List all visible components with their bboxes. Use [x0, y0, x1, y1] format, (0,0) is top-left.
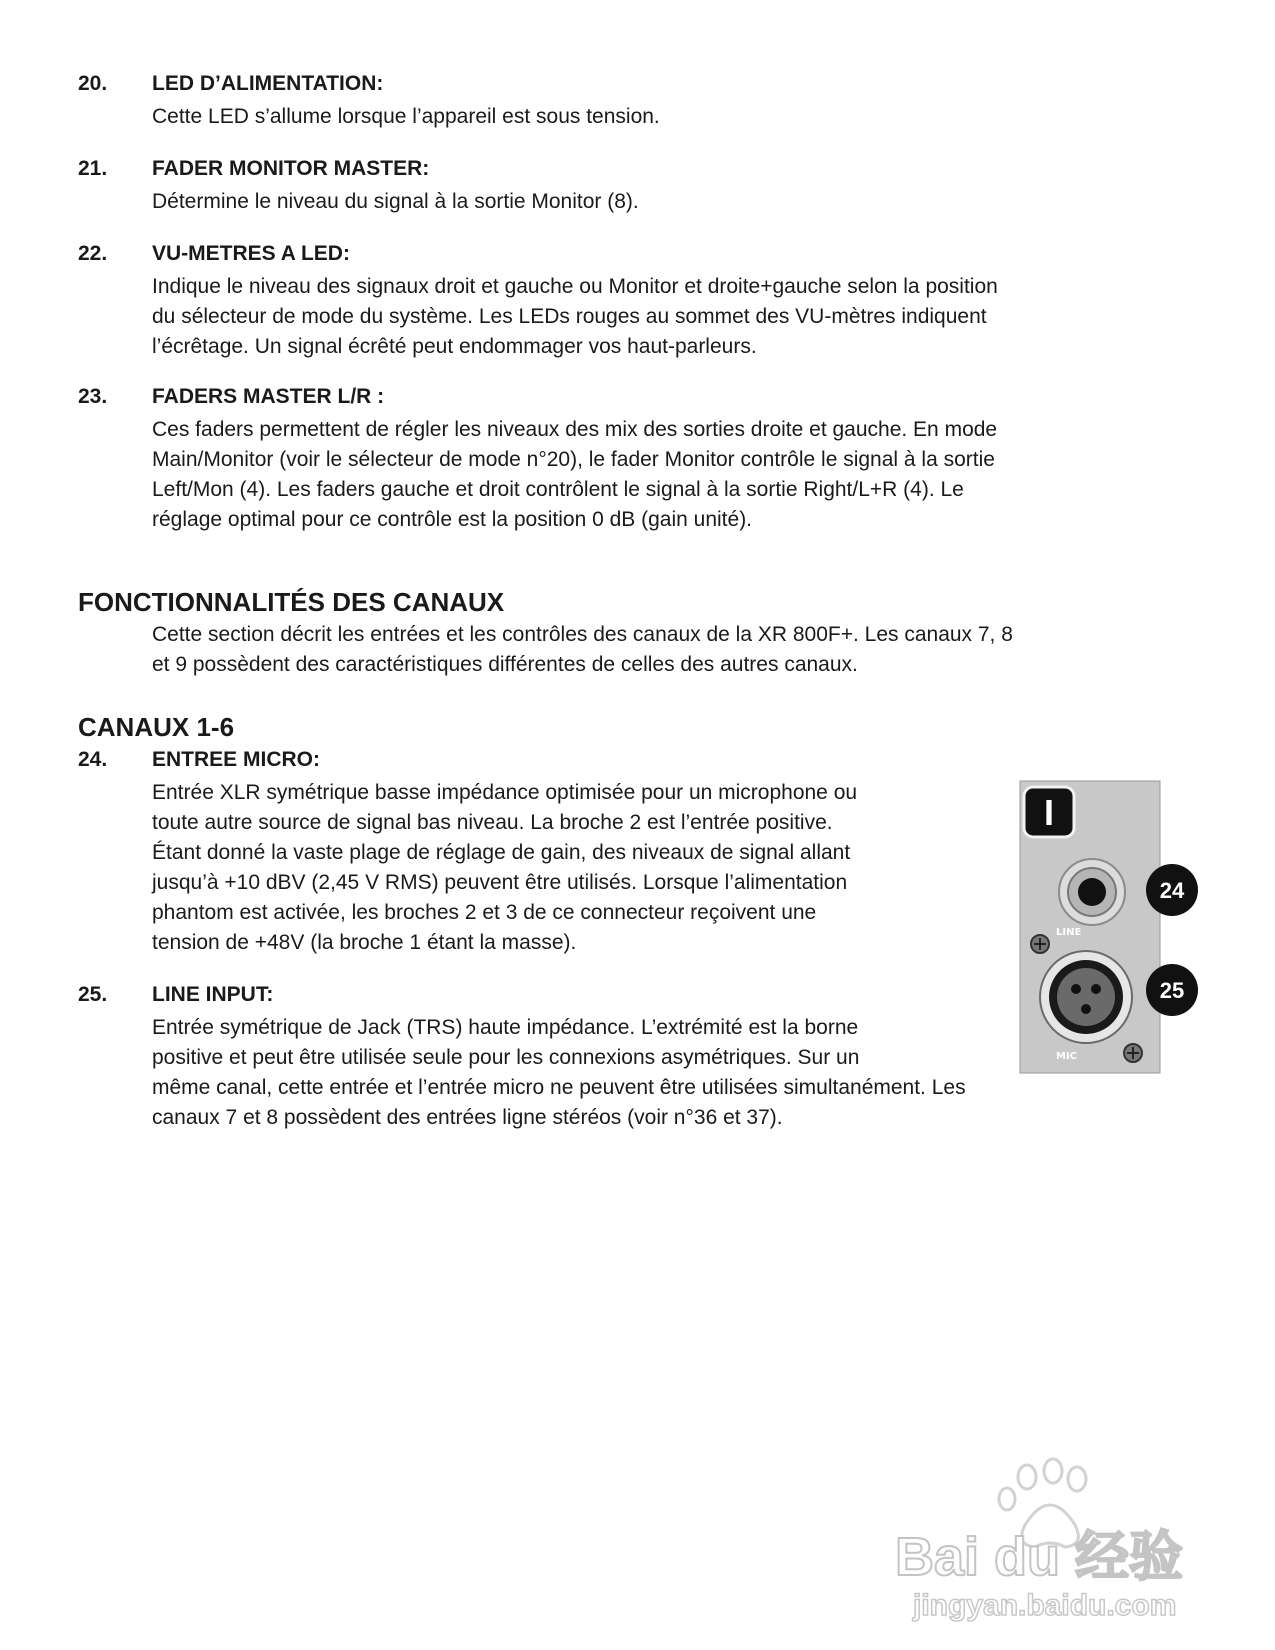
body-line: l’écrêtage. Un signal écrêté peut endommager vos haut-parleurs. [152, 335, 757, 358]
body-line: positive et peut être utilisée seule pour les connexions asymétriques. Sur un [152, 1046, 860, 1069]
body-line: tension de +48V (la broche 1 étant la masse). [152, 931, 577, 954]
body-line: toute autre source de signal bas niveau. La broche 2 est l’entrée positive. [152, 811, 833, 834]
channel-number-label: I [1043, 792, 1055, 833]
xlr-insert [1057, 968, 1115, 1026]
body-line: Entrée symétrique de Jack (TRS) haute impédance. L’extrémité est la borne [152, 1016, 859, 1039]
xlr-pin [1071, 984, 1081, 994]
item-number: 24. [78, 748, 108, 771]
body-line: jusqu’à +10 dBV (2,45 V RMS) peuvent être utilisés. Lorsque l’alimentation [152, 871, 848, 894]
body-line: et 9 possèdent des caractéristiques différentes de celles des autres canaux. [152, 653, 858, 676]
body-line: phantom est activée, les broches 2 et 3 de ce connecteur reçoivent une [152, 901, 817, 924]
item-heading: ENTREE MICRO: [152, 748, 320, 771]
item-number: 25. [78, 983, 108, 1006]
xlr-pin [1091, 984, 1101, 994]
item-heading: VU-METRES A LED: [152, 242, 350, 265]
body-line: canaux 7 et 8 possèdent des entrées ligne stéréos (voir n°36 et 37). [152, 1106, 783, 1129]
line-label: LINE [1056, 927, 1082, 938]
line-jack-icon [1078, 878, 1106, 906]
item-heading: FADERS MASTER L/R : [152, 385, 385, 408]
item-body [152, 187, 639, 217]
item-heading: FADER MONITOR MASTER: [152, 157, 430, 180]
body-line: Ces faders permettent de régler les niveaux des mix des sorties droite et gauche. En mode [152, 418, 998, 441]
item-heading: LED D’ALIMENTATION: [152, 72, 384, 95]
body-line: Cette section décrit les entrées et les contrôles des canaux de la XR 800F+. Les canaux 7, 8 [152, 623, 1013, 646]
body-line: Indique le niveau des signaux droit et gauche ou Monitor et droite+gauche selon la position [152, 275, 998, 298]
item-number: 20. [78, 72, 108, 95]
callout-24-label: 24 [1159, 878, 1185, 903]
item-heading: LINE INPUT: [152, 983, 274, 1006]
body-line: Cette LED s’allume lorsque l’appareil est sous tension. [152, 105, 660, 128]
item-body [152, 415, 997, 535]
baidu-logo-text: Bai du 经验 [895, 1527, 1184, 1587]
item-body [152, 102, 660, 132]
item-body [152, 1013, 966, 1133]
baidu-watermark [895, 1455, 1225, 1625]
section-heading-channels: CANAUX 1-6 [78, 712, 235, 742]
body-line: réglage optimal pour ce contrôle est la position 0 dB (gain unité). [152, 508, 753, 531]
body-line: même canal, cette entrée et l’entrée micro ne peuvent être utilisées simultanément. Les [152, 1076, 966, 1099]
body-line: Left/Mon (4). Les faders gauche et droit contrôlent le signal à la sortie Right/L+R (4). Le [152, 478, 964, 501]
mic-label: MIC [1056, 1051, 1078, 1062]
body-line: Entrée XLR symétrique basse impédance optimisée pour un microphone ou [152, 781, 858, 804]
body-line: du sélecteur de mode du système. Les LEDs rouges au sommet des VU-mètres indiquent [152, 305, 987, 328]
item-number: 23. [78, 385, 108, 408]
section-heading-features: FONCTIONNALITÉS DES CANAUX [78, 587, 505, 617]
section-paragraph-features [152, 620, 1013, 680]
item-body [152, 778, 857, 958]
xlr-pin [1081, 1004, 1091, 1014]
body-line: Étant donné la vaste plage de réglage de gain, des niveaux de signal allant [152, 841, 851, 864]
body-line: Main/Monitor (voir le sélecteur de mode n°20), le fader Monitor contrôle le signal à la sortie [152, 448, 995, 471]
body-line: Détermine le niveau du signal à la sortie Monitor (8). [152, 190, 639, 213]
item-number: 22. [78, 242, 108, 265]
item-number: 21. [78, 157, 108, 180]
item-body [152, 272, 998, 362]
callout-25-label: 25 [1159, 978, 1185, 1003]
channel-input-figure [1010, 777, 1200, 1077]
watermark-url: jingyan.baidu.com [913, 1589, 1177, 1622]
